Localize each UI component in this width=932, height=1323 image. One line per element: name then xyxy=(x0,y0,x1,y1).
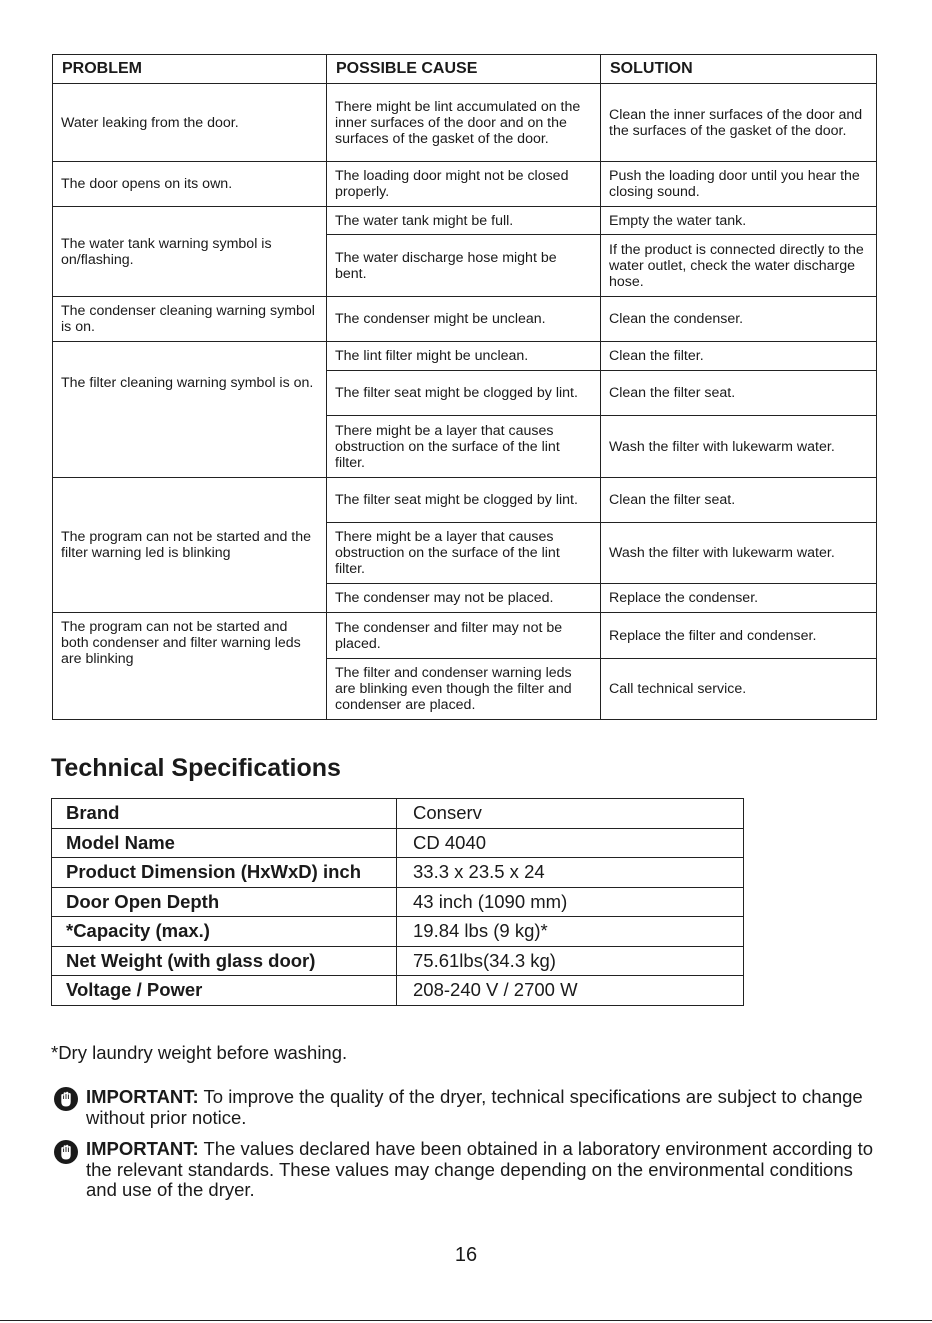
section-title: Technical Specifications xyxy=(51,754,341,782)
spec-row xyxy=(52,946,744,976)
cause-cell: The filter and condenser warning leds are blinking even though the filter and condenser are placed. xyxy=(327,659,601,720)
important-note xyxy=(86,1087,876,1128)
cause-cell: There might be a layer that causes obstruction on the surface of the lint filter. xyxy=(327,416,601,478)
capacity-footnote: *Dry laundry weight before washing. xyxy=(51,1042,348,1063)
spec-label: Door Open Depth xyxy=(52,887,397,917)
spec-label: Brand xyxy=(52,799,397,829)
spec-row xyxy=(52,828,744,858)
table-row xyxy=(53,613,877,659)
important-note xyxy=(86,1139,876,1201)
problem-cell: The program can not be started and the filter warning led is blinking xyxy=(53,478,327,613)
note-label: IMPORTANT: xyxy=(86,1138,199,1159)
solution-cell: Clean the filter seat. xyxy=(601,371,877,416)
cause-cell: The water discharge hose might be bent. xyxy=(327,235,601,297)
spec-label: Voltage / Power xyxy=(52,976,397,1006)
cause-cell: The lint filter might be unclean. xyxy=(327,342,601,371)
cause-cell: The water tank might be full. xyxy=(327,207,601,235)
table-row xyxy=(53,342,877,371)
header-problem: PROBLEM xyxy=(53,55,327,84)
solution-cell: Wash the filter with lukewarm water. xyxy=(601,416,877,478)
spec-row xyxy=(52,976,744,1006)
hand-stop-icon xyxy=(53,1139,79,1165)
note-text: To improve the quality of the dryer, technical specifications are subject to change without prior notice. xyxy=(86,1086,863,1128)
spec-value: 208-240 V / 2700 W xyxy=(397,976,744,1006)
table-row xyxy=(53,297,877,342)
cause-cell: The filter seat might be clogged by lint. xyxy=(327,371,601,416)
spec-label: Net Weight (with glass door) xyxy=(52,946,397,976)
problem-cell: The water tank warning symbol is on/flashing. xyxy=(53,207,327,297)
spec-value: 33.3 x 23.5 x 24 xyxy=(397,858,744,888)
spec-row xyxy=(52,887,744,917)
solution-cell: Replace the filter and condenser. xyxy=(601,613,877,659)
spec-label: Product Dimension (HxWxD) inch xyxy=(52,858,397,888)
spec-value: 75.61lbs(34.3 kg) xyxy=(397,946,744,976)
spec-value: CD 4040 xyxy=(397,828,744,858)
header-solution: SOLUTION xyxy=(601,55,877,84)
hand-stop-icon xyxy=(53,1086,79,1112)
solution-cell: Call technical service. xyxy=(601,659,877,720)
problem-cell: The condenser cleaning warning symbol is on. xyxy=(53,297,327,342)
solution-cell: Push the loading door until you hear the closing sound. xyxy=(601,162,877,207)
solution-cell: Clean the filter. xyxy=(601,342,877,371)
table-row xyxy=(53,478,877,523)
spec-row xyxy=(52,799,744,829)
troubleshooting-header-row xyxy=(53,55,877,84)
cause-cell: There might be a layer that causes obstruction on the surface of the lint filter. xyxy=(327,523,601,584)
bottom-divider xyxy=(0,1320,932,1321)
table-row xyxy=(53,207,877,235)
note-label: IMPORTANT: xyxy=(86,1086,199,1107)
spec-value: 43 inch (1090 mm) xyxy=(397,887,744,917)
table-row xyxy=(53,84,877,162)
solution-cell: Clean the inner surfaces of the door and the surfaces of the gasket of the door. xyxy=(601,84,877,162)
problem-cell: The program can not be started and both condenser and filter warning leds are blinking xyxy=(53,613,327,720)
spec-label: *Capacity (max.) xyxy=(52,917,397,947)
spec-value: 19.84 lbs (9 kg)* xyxy=(397,917,744,947)
cause-cell: There might be lint accumulated on the inner surfaces of the door and on the surfaces of the gasket of the door. xyxy=(327,84,601,162)
spec-row xyxy=(52,917,744,947)
solution-cell: Clean the filter seat. xyxy=(601,478,877,523)
cause-cell: The loading door might not be closed properly. xyxy=(327,162,601,207)
problem-cell: Water leaking from the door. xyxy=(53,84,327,162)
cause-cell: The condenser may not be placed. xyxy=(327,584,601,613)
table-row xyxy=(53,162,877,207)
solution-cell: Replace the condenser. xyxy=(601,584,877,613)
cause-cell: The condenser might be unclean. xyxy=(327,297,601,342)
solution-cell: If the product is connected directly to the water outlet, check the water discharge hose. xyxy=(601,235,877,297)
cause-cell: The condenser and filter may not be placed. xyxy=(327,613,601,659)
solution-cell: Clean the condenser. xyxy=(601,297,877,342)
spec-label: Model Name xyxy=(52,828,397,858)
spec-value: Conserv xyxy=(397,799,744,829)
cause-cell: The filter seat might be clogged by lint. xyxy=(327,478,601,523)
spec-row xyxy=(52,858,744,888)
solution-cell: Empty the water tank. xyxy=(601,207,877,235)
header-possible-cause: POSSIBLE CAUSE xyxy=(327,55,601,84)
troubleshooting-table xyxy=(52,54,877,720)
problem-cell: The filter cleaning warning symbol is on. xyxy=(53,342,327,478)
problem-cell: The door opens on its own. xyxy=(53,162,327,207)
spec-table xyxy=(51,798,744,1006)
note-text: The values declared have been obtained in a laboratory environment according to the relevant standards. These values may change depending on the environmental conditions and use of the dryer. xyxy=(86,1138,874,1200)
solution-cell: Wash the filter with lukewarm water. xyxy=(601,523,877,584)
page-number: 16 xyxy=(454,1244,478,1266)
